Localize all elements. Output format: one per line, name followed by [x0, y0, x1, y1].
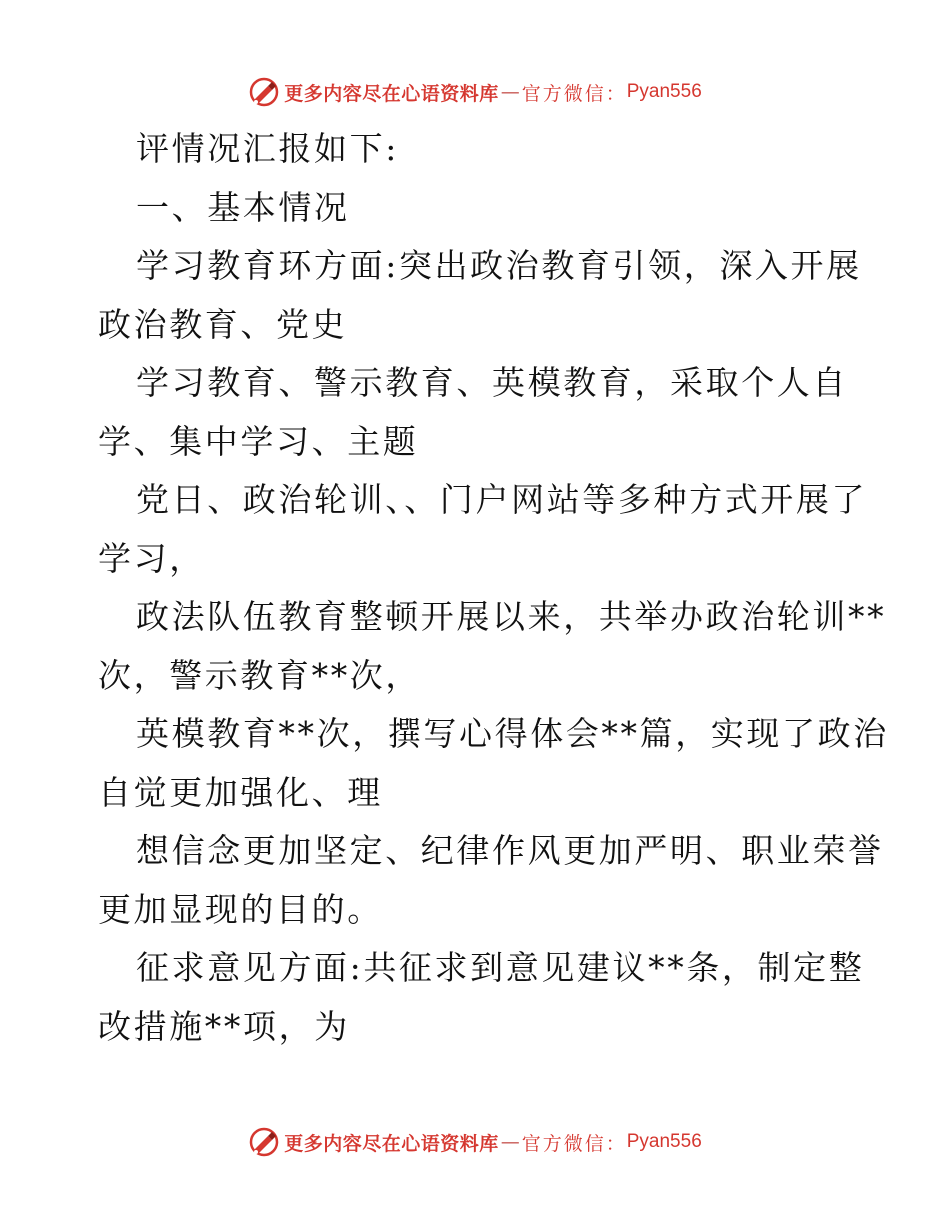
paragraph-line: 英模教育**次，撰写心得体会**篇，实现了政治 [136, 714, 889, 753]
header-watermark [0, 72, 950, 112]
paragraph-line: 自觉更加强化、理 [98, 772, 383, 812]
paragraph-line: 学习教育、警示教育、英模教育，采取个人自 [136, 363, 848, 402]
watermark-separator: — [500, 81, 520, 103]
footer-watermark [0, 1122, 950, 1162]
pen-logo-icon [248, 1126, 280, 1158]
paragraph-line: 征求意见方面:共征求到意见建议**条，制定整 [136, 948, 865, 987]
paragraph-line: 学习教育环方面:突出政治教育引领，深入开展 [136, 246, 862, 285]
watermark-account: Pyan556 [626, 81, 702, 102]
document-body [98, 120, 889, 1056]
watermark-text: 更多内容尽在心语资料库 [284, 82, 499, 105]
paragraph-line: 政法队伍教育整顿开展以来，共举办政治轮训** [136, 597, 887, 636]
watermark-official-label: 官方微信： [521, 82, 627, 105]
paragraph-line: 学习， [98, 538, 205, 578]
section-heading: 一、基本情况 [136, 187, 350, 227]
paragraph-line: 更加显现的目的。 [98, 889, 383, 929]
paragraph-line: 党日、政治轮训、、门户网站等多种方式开展了 [136, 480, 868, 519]
paragraph-line: 改措施**项，为 [98, 1006, 350, 1046]
watermark-text: 更多内容尽在心语资料库 [284, 1132, 499, 1155]
watermark-official-label: 官方微信： [521, 1132, 627, 1155]
pen-logo-icon [248, 76, 280, 108]
watermark-separator: — [500, 1131, 520, 1153]
paragraph-line: 政治教育、党史 [98, 304, 348, 344]
watermark-account: Pyan556 [626, 1131, 702, 1152]
paragraph-line: 想信念更加坚定、纪律作风更加严明、职业荣誉 [136, 831, 884, 870]
paragraph-line: 学、集中学习、主题 [98, 421, 419, 461]
paragraph-line: 评情况汇报如下: [136, 129, 399, 168]
paragraph-line: 次，警示教育**次， [98, 655, 421, 695]
